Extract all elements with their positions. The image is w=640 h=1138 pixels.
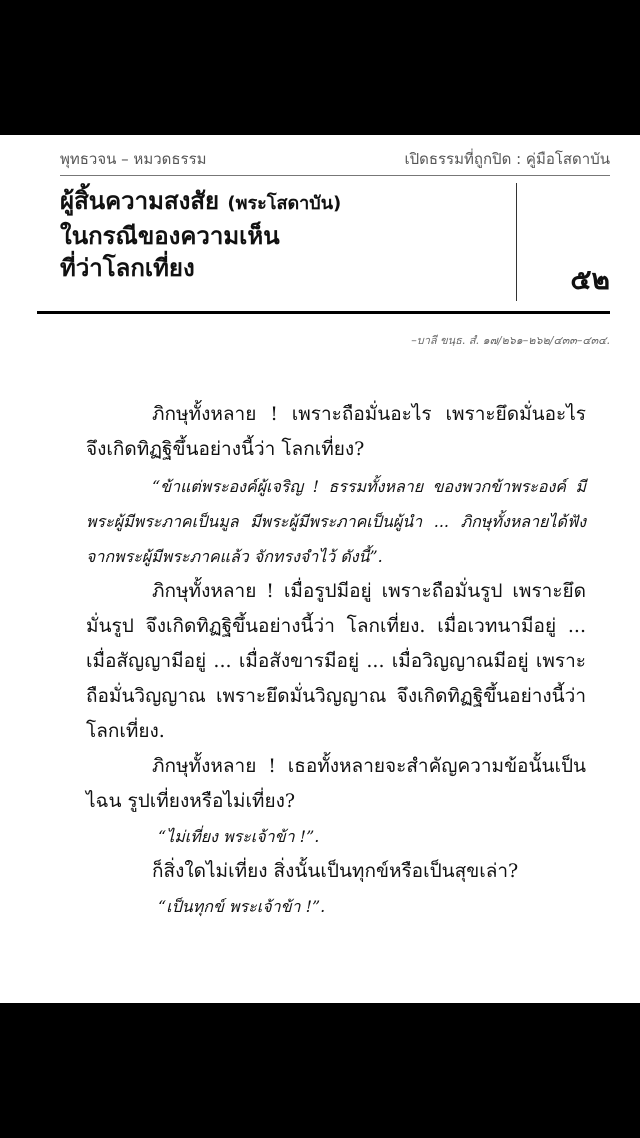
chapter-number: ๕๒ [570,263,610,296]
paragraph-2: ภิกษุทั้งหลาย ! เมื่อรูปมีอยู่ เพราะถือมั่นรูป เพราะยึดมั่นรูป จึงเกิดทิฏฐิขึ้นอย่างนี้ว่า โลกเที่ยง. เมื่อเวทนามีอยู่ ... เมื่อสัญญามีอยู่ ... เมื่อสังขารมีอยู่ ... เมื่อวิญญาณมีอยู่ เพราะถือมั่นวิญญาณ เพราะยึดมั่นวิญญาณ จึงเกิดทิฏฐิขึ้นอย่างนี้ว่า โลกเที่ยง. [86,580,586,742]
title-line-1-main: ผู้สิ้นความสงสัย [60,187,220,215]
title-line-2: ในกรณีของความเห็น [60,222,280,250]
paragraph-4: ก็สิ่งใดไม่เที่ยง สิ่งนั้นเป็นทุกข์หรือเป็นสุขเล่า? [152,860,519,882]
title-underline-rule [37,311,610,314]
title-line-1-paren: (พระโสดาบัน) [227,193,342,214]
title-line-3: ที่ว่าโลกเที่ยง [60,254,195,282]
running-header [60,147,610,173]
title-vertical-divider [516,183,517,301]
paragraph-3: ภิกษุทั้งหลาย ! เธอทั้งหลายจะสำคัญความข้อนั้นเป็นไฉน รูปเที่ยงหรือไม่เที่ยง? [86,755,586,812]
paragraph-1: ภิกษุทั้งหลาย ! เพราะถือมั่นอะไร เพราะยึดมั่นอะไร จึงเกิดทิฏฐิขึ้นอย่างนี้ว่า โลกเที่ยง? [86,403,586,460]
chapter-title [60,185,510,284]
header-section-title: พุทธวจน – หมวดธรรม [60,150,207,168]
quote-2: “ไม่เที่ยง พระเจ้าข้า !”. [158,827,320,846]
quote-1: “ข้าแต่พระองค์ผู้เจริญ ! ธรรมทั้งหลาย ของพวกข้าพระองค์ มีพระผู้มีพระภาคเป็นมูล มีพระผู้มีพระภาคเป็นผู้นำ ... ภิกษุทั้งหลายได้ฟังจากพระผู้มีพระภาคแล้ว จักทรงจำไว้ ดังนี้”. [86,477,586,566]
title-line-1 [60,185,510,220]
pali-reference: –บาลี ขนฺธ. สํ. ๑๗/๒๖๑–๒๖๒/๔๓๓–๔๓๔. [411,334,610,347]
header-divider [60,175,610,176]
body-text [86,397,586,924]
header-book-title: เปิดธรรมที่ถูกปิด : คู่มือโสดาบัน [404,150,610,168]
book-page [0,135,640,1003]
quote-3: “เป็นทุกข์ พระเจ้าข้า !”. [158,897,326,916]
